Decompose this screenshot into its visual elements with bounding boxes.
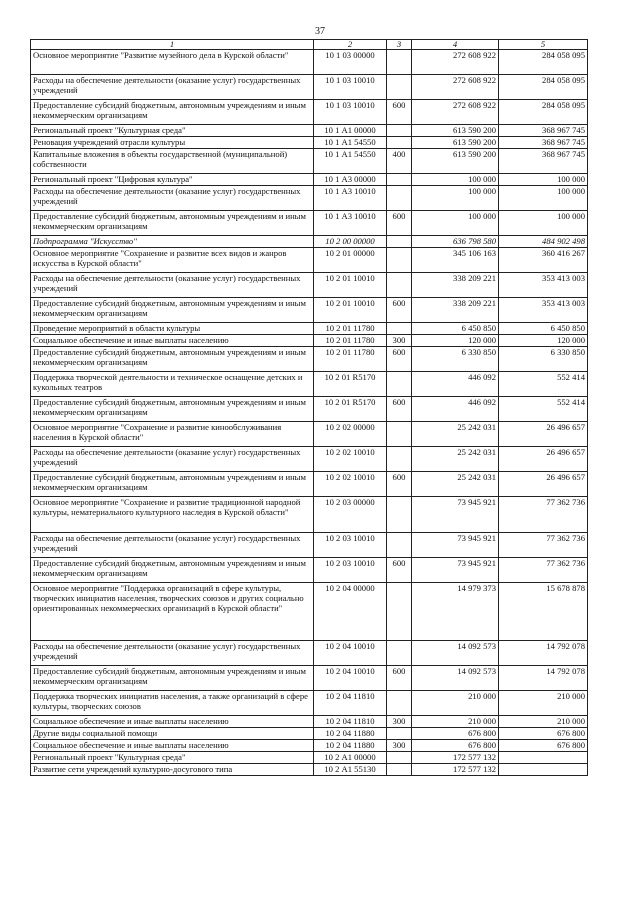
row-amount-col4-cell: 6 330 850 (412, 347, 499, 372)
row-expense-type-cell: 300 (387, 740, 412, 752)
row-amount-col5-cell: 14 792 078 (499, 666, 588, 691)
row-amount-col4-cell: 14 979 373 (412, 583, 499, 641)
row-name-cell: Проведение мероприятий в области культуры (31, 323, 314, 335)
budget-table (30, 39, 588, 776)
row-amount-col4-cell: 272 608 922 (412, 100, 499, 125)
table-row (31, 149, 588, 174)
table-row (31, 740, 588, 752)
header-col-4: 4 (412, 40, 499, 50)
row-amount-col5-cell: 360 416 267 (499, 248, 588, 273)
row-expense-type-cell (387, 236, 412, 248)
row-amount-col4-cell: 338 209 221 (412, 273, 499, 298)
row-expense-type-cell: 600 (387, 558, 412, 583)
row-name-cell: Предоставление субсидий бюджетным, автономным учреждениям и иным некоммерческим организациям (31, 558, 314, 583)
row-name-cell: Предоставление субсидий бюджетным, автономным учреждениям и иным некоммерческим организациям (31, 666, 314, 691)
row-code-cell: 10 1 А3 10010 (314, 186, 387, 211)
row-amount-col5-cell: 6 330 850 (499, 347, 588, 372)
row-code-cell: 10 2 04 11810 (314, 716, 387, 728)
row-code-cell: 10 2 02 00000 (314, 422, 387, 447)
row-code-cell: 10 2 04 00000 (314, 583, 387, 641)
row-amount-col5-cell: 15 678 878 (499, 583, 588, 641)
header-col-5: 5 (499, 40, 588, 50)
row-code-cell: 10 1 03 10010 (314, 75, 387, 100)
row-expense-type-cell (387, 583, 412, 641)
row-expense-type-cell (387, 764, 412, 776)
row-amount-col4-cell: 446 092 (412, 397, 499, 422)
row-amount-col4-cell: 73 945 921 (412, 497, 499, 533)
row-expense-type-cell (387, 691, 412, 716)
row-expense-type-cell: 600 (387, 211, 412, 236)
row-amount-col4-cell: 25 242 031 (412, 447, 499, 472)
table-row (31, 447, 588, 472)
table-row (31, 533, 588, 558)
table-row (31, 691, 588, 716)
row-name-cell: Расходы на обеспечение деятельности (оказание услуг) государственных учреждений (31, 447, 314, 472)
row-expense-type-cell (387, 497, 412, 533)
row-code-cell: 10 2 01 11780 (314, 347, 387, 372)
header-col-2: 2 (314, 40, 387, 50)
row-expense-type-cell: 600 (387, 347, 412, 372)
row-expense-type-cell: 300 (387, 335, 412, 347)
row-expense-type-cell (387, 422, 412, 447)
row-expense-type-cell (387, 248, 412, 273)
table-row (31, 752, 588, 764)
table-row (31, 125, 588, 137)
row-code-cell: 10 1 А3 00000 (314, 174, 387, 186)
row-expense-type-cell: 400 (387, 149, 412, 174)
row-amount-col5-cell: 552 414 (499, 397, 588, 422)
row-name-cell: Региональный проект "Культурная среда" (31, 752, 314, 764)
table-row (31, 50, 588, 75)
row-code-cell: 10 1 03 10010 (314, 100, 387, 125)
row-code-cell: 10 2 03 10010 (314, 533, 387, 558)
row-amount-col5-cell (499, 752, 588, 764)
row-expense-type-cell (387, 447, 412, 472)
row-amount-col5-cell: 284 058 095 (499, 75, 588, 100)
row-name-cell: Развитие сети учреждений культурно-досугового типа (31, 764, 314, 776)
table-row (31, 372, 588, 397)
row-amount-col4-cell: 338 209 221 (412, 298, 499, 323)
row-amount-col5-cell (499, 764, 588, 776)
row-amount-col5-cell: 100 000 (499, 211, 588, 236)
row-expense-type-cell (387, 174, 412, 186)
row-name-cell: Региональный проект "Культурная среда" (31, 125, 314, 137)
table-row (31, 347, 588, 372)
row-amount-col4-cell: 73 945 921 (412, 533, 499, 558)
row-expense-type-cell (387, 273, 412, 298)
page-number: 37 (315, 26, 325, 37)
row-name-cell: Поддержка творческой деятельности и техническое оснащение детских и кукольных театров (31, 372, 314, 397)
row-code-cell: 10 1 А3 10010 (314, 211, 387, 236)
row-code-cell: 10 2 А1 55130 (314, 764, 387, 776)
row-expense-type-cell (387, 137, 412, 149)
row-amount-col4-cell: 25 242 031 (412, 472, 499, 497)
row-amount-col4-cell: 613 590 200 (412, 149, 499, 174)
row-amount-col5-cell: 77 362 736 (499, 533, 588, 558)
row-amount-col4-cell: 172 577 132 (412, 764, 499, 776)
table-row (31, 236, 588, 248)
row-code-cell: 10 1 А1 54550 (314, 149, 387, 174)
row-expense-type-cell (387, 323, 412, 335)
row-amount-col4-cell: 272 608 922 (412, 75, 499, 100)
row-code-cell: 10 2 04 11880 (314, 728, 387, 740)
row-amount-col5-cell: 210 000 (499, 691, 588, 716)
row-name-cell: Предоставление субсидий бюджетным, автономным учреждениям и иным некоммерческим организациям (31, 347, 314, 372)
row-amount-col5-cell: 26 496 657 (499, 447, 588, 472)
row-expense-type-cell (387, 533, 412, 558)
row-expense-type-cell (387, 50, 412, 75)
row-name-cell: Предоставление субсидий бюджетным, автономным учреждениям и иным некоммерческим организациям (31, 397, 314, 422)
row-expense-type-cell (387, 75, 412, 100)
table-row (31, 298, 588, 323)
header-col-1: 1 (31, 40, 314, 50)
row-expense-type-cell: 600 (387, 397, 412, 422)
row-name-cell: Основное мероприятие "Сохранение и развитие кинообслуживания населения в Курской области" (31, 422, 314, 447)
row-code-cell: 10 2 01 R5170 (314, 372, 387, 397)
row-amount-col5-cell: 353 413 003 (499, 273, 588, 298)
row-amount-col5-cell: 368 967 745 (499, 149, 588, 174)
row-name-cell: Предоставление субсидий бюджетным, автономным учреждениям и иным некоммерческим организациям (31, 100, 314, 125)
row-amount-col5-cell: 26 496 657 (499, 472, 588, 497)
row-amount-col4-cell: 613 590 200 (412, 137, 499, 149)
row-code-cell: 10 1 А1 00000 (314, 125, 387, 137)
row-code-cell: 10 2 00 00000 (314, 236, 387, 248)
row-expense-type-cell: 300 (387, 716, 412, 728)
row-name-cell: Основное мероприятие "Сохранение и развитие всех видов и жанров искусства в Курской области" (31, 248, 314, 273)
row-amount-col4-cell: 172 577 132 (412, 752, 499, 764)
row-amount-col5-cell: 77 362 736 (499, 558, 588, 583)
table-row (31, 137, 588, 149)
table-row (31, 75, 588, 100)
table-row (31, 397, 588, 422)
row-name-cell: Расходы на обеспечение деятельности (оказание услуг) государственных учреждений (31, 273, 314, 298)
row-expense-type-cell (387, 125, 412, 137)
row-name-cell: Социальное обеспечение и иные выплаты населению (31, 716, 314, 728)
row-amount-col5-cell: 676 800 (499, 728, 588, 740)
table-row (31, 764, 588, 776)
row-code-cell: 10 2 01 11780 (314, 335, 387, 347)
row-code-cell: 10 1 А1 54550 (314, 137, 387, 149)
row-expense-type-cell (387, 372, 412, 397)
row-amount-col5-cell: 120 000 (499, 335, 588, 347)
row-amount-col5-cell: 284 058 095 (499, 50, 588, 75)
row-amount-col5-cell: 484 902 498 (499, 236, 588, 248)
row-amount-col4-cell: 345 106 163 (412, 248, 499, 273)
row-amount-col5-cell: 368 967 745 (499, 137, 588, 149)
row-amount-col5-cell: 14 792 078 (499, 641, 588, 666)
row-code-cell: 10 2 01 10010 (314, 298, 387, 323)
row-expense-type-cell (387, 752, 412, 764)
row-name-cell: Реновация учреждений отрасли культуры (31, 137, 314, 149)
row-amount-col4-cell: 120 000 (412, 335, 499, 347)
row-name-cell: Другие виды социальной помощи (31, 728, 314, 740)
row-expense-type-cell (387, 186, 412, 211)
row-code-cell: 10 2 02 10010 (314, 472, 387, 497)
table-row (31, 558, 588, 583)
row-code-cell: 10 1 03 00000 (314, 50, 387, 75)
row-code-cell: 10 2 04 11810 (314, 691, 387, 716)
row-expense-type-cell: 600 (387, 100, 412, 125)
row-amount-col4-cell: 636 798 580 (412, 236, 499, 248)
row-code-cell: 10 2 03 00000 (314, 497, 387, 533)
row-amount-col5-cell: 77 362 736 (499, 497, 588, 533)
row-name-cell: Предоставление субсидий бюджетным, автономным учреждениям и иным некоммерческим организациям (31, 298, 314, 323)
row-amount-col5-cell: 100 000 (499, 174, 588, 186)
row-code-cell: 10 2 02 10010 (314, 447, 387, 472)
table-row (31, 422, 588, 447)
row-code-cell: 10 2 А1 00000 (314, 752, 387, 764)
row-expense-type-cell (387, 728, 412, 740)
row-amount-col4-cell: 676 800 (412, 740, 499, 752)
header-col-3: 3 (387, 40, 412, 50)
row-name-cell: Предоставление субсидий бюджетным, автономным учреждениям и иным некоммерческим организациям (31, 211, 314, 236)
row-code-cell: 10 2 01 00000 (314, 248, 387, 273)
row-amount-col5-cell: 368 967 745 (499, 125, 588, 137)
row-amount-col4-cell: 100 000 (412, 211, 499, 236)
row-name-cell: Региональный проект "Цифровая культура" (31, 174, 314, 186)
table-body (31, 50, 588, 776)
row-name-cell: Расходы на обеспечение деятельности (оказание услуг) государственных учреждений (31, 75, 314, 100)
table-row (31, 335, 588, 347)
row-amount-col4-cell: 613 590 200 (412, 125, 499, 137)
table-row (31, 666, 588, 691)
row-amount-col5-cell: 6 450 850 (499, 323, 588, 335)
row-amount-col4-cell: 6 450 850 (412, 323, 499, 335)
row-amount-col5-cell: 100 000 (499, 186, 588, 211)
row-amount-col4-cell: 272 608 922 (412, 50, 499, 75)
row-name-cell: Основное мероприятие "Сохранение и развитие традиционной народной культуры, нематериального культурного наследия в Курской области" (31, 497, 314, 533)
row-expense-type-cell: 600 (387, 666, 412, 691)
row-code-cell: 10 2 04 11880 (314, 740, 387, 752)
row-name-cell: Расходы на обеспечение деятельности (оказание услуг) государственных учреждений (31, 186, 314, 211)
row-amount-col5-cell: 676 800 (499, 740, 588, 752)
row-amount-col4-cell: 100 000 (412, 186, 499, 211)
table-row (31, 174, 588, 186)
table-row (31, 186, 588, 211)
row-code-cell: 10 2 01 R5170 (314, 397, 387, 422)
row-code-cell: 10 2 03 10010 (314, 558, 387, 583)
row-name-cell: Расходы на обеспечение деятельности (оказание услуг) государственных учреждений (31, 641, 314, 666)
row-name-cell: Поддержка творческих инициатив населения, а также организаций в сфере культуры, творческих союзов (31, 691, 314, 716)
row-amount-col5-cell: 210 000 (499, 716, 588, 728)
row-expense-type-cell: 600 (387, 472, 412, 497)
table-row (31, 248, 588, 273)
table-row (31, 273, 588, 298)
row-amount-col4-cell: 14 092 573 (412, 666, 499, 691)
row-amount-col4-cell: 14 092 573 (412, 641, 499, 666)
table-row (31, 323, 588, 335)
table-row (31, 641, 588, 666)
row-expense-type-cell: 600 (387, 298, 412, 323)
table-row (31, 497, 588, 533)
row-name-cell: Капитальные вложения в объекты государственной (муниципальной) собственности (31, 149, 314, 174)
row-amount-col5-cell: 26 496 657 (499, 422, 588, 447)
row-code-cell: 10 2 01 11780 (314, 323, 387, 335)
row-amount-col4-cell: 210 000 (412, 691, 499, 716)
row-amount-col4-cell: 73 945 921 (412, 558, 499, 583)
row-amount-col4-cell: 446 092 (412, 372, 499, 397)
table-row (31, 100, 588, 125)
row-name-cell: Основное мероприятие "Поддержка организаций в сфере культуры, творческих инициатив населения, творческих союзов и других социально ориентированных некоммерческих организаций в Курской области" (31, 583, 314, 641)
row-amount-col5-cell: 284 058 095 (499, 100, 588, 125)
row-name-cell: Основное мероприятие "Развитие музейного дела в Курской области" (31, 50, 314, 75)
row-amount-col4-cell: 100 000 (412, 174, 499, 186)
table-row (31, 716, 588, 728)
row-code-cell: 10 2 04 10010 (314, 666, 387, 691)
row-code-cell: 10 2 04 10010 (314, 641, 387, 666)
table-row (31, 728, 588, 740)
row-expense-type-cell (387, 641, 412, 666)
table-row (31, 583, 588, 641)
row-code-cell: 10 2 01 10010 (314, 273, 387, 298)
row-amount-col4-cell: 210 000 (412, 716, 499, 728)
row-name-cell: Социальное обеспечение и иные выплаты населению (31, 335, 314, 347)
row-amount-col4-cell: 676 800 (412, 728, 499, 740)
row-name-cell: Подпрограмма "Искусство" (31, 236, 314, 248)
table-header-row (31, 40, 588, 50)
row-amount-col5-cell: 552 414 (499, 372, 588, 397)
row-name-cell: Предоставление субсидий бюджетным, автономным учреждениям и иным некоммерческим организациям (31, 472, 314, 497)
row-amount-col4-cell: 25 242 031 (412, 422, 499, 447)
table-row (31, 472, 588, 497)
row-name-cell: Социальное обеспечение и иные выплаты населению (31, 740, 314, 752)
row-name-cell: Расходы на обеспечение деятельности (оказание услуг) государственных учреждений (31, 533, 314, 558)
table-row (31, 211, 588, 236)
row-amount-col5-cell: 353 413 003 (499, 298, 588, 323)
